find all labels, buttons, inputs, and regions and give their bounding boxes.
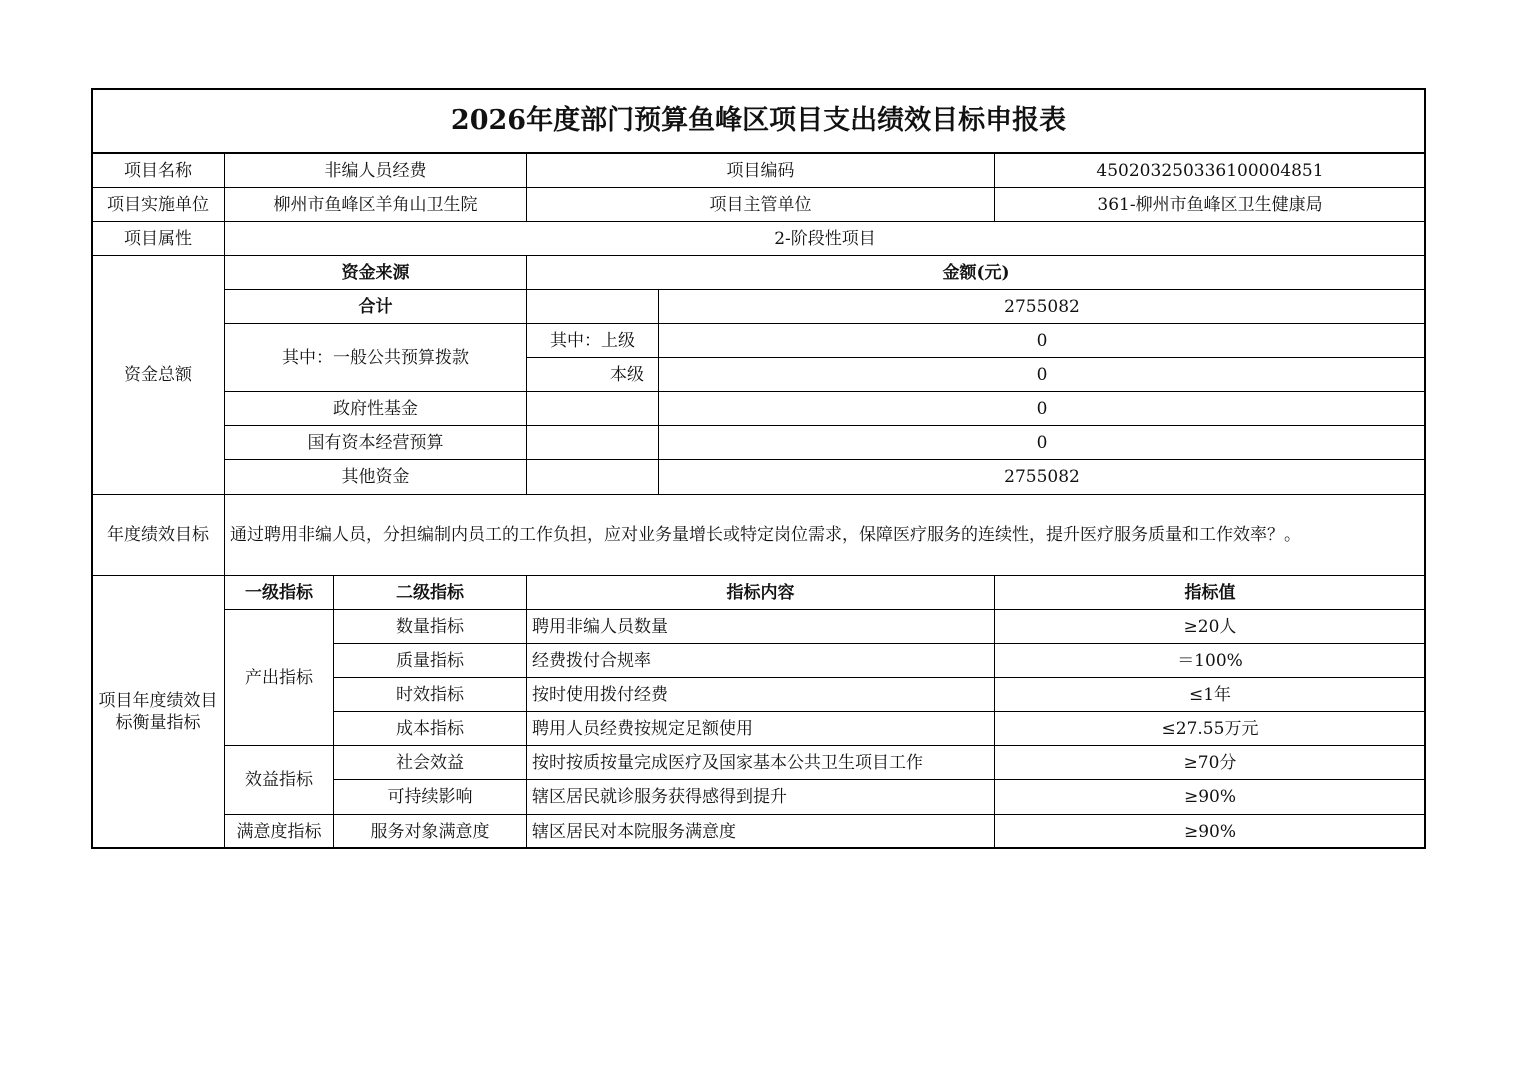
indicator-content: 辖区居民就诊服务获得感得到提升 [526,779,995,815]
output-indicator-group: 产出指标 [224,609,334,746]
indicator-level2: 时效指标 [333,677,527,712]
gov-fund-sub-empty [526,391,659,426]
indicator-content: 按时使用拨付经费 [526,677,995,712]
attribute-value: 2-阶段性项目 [224,221,1426,256]
local-level-value: 0 [658,357,1426,392]
state-capital-value: 0 [658,425,1426,460]
upper-level-value: 0 [658,323,1426,358]
indicator-content: 经费拨付合规率 [526,643,995,678]
content-header: 指标内容 [526,575,995,610]
state-capital-sub-empty [526,425,659,460]
indicator-content: 辖区居民对本院服务满意度 [526,814,995,849]
indicator-content: 按时按质按量完成医疗及国家基本公共卫生项目工作 [526,745,995,780]
indicator-value: ≤27.55万元 [994,711,1426,746]
indicator-value: ＝100% [994,643,1426,678]
annual-goal-label: 年度绩效目标 [91,494,225,576]
page-title: 2026年度部门预算鱼峰区项目支出绩效目标申报表 [91,88,1426,154]
gov-fund-value: 0 [658,391,1426,426]
benefit-indicator-group: 效益指标 [224,745,334,815]
project-name-label: 项目名称 [91,153,225,188]
gov-fund-label: 政府性基金 [224,391,527,426]
value-header: 指标值 [994,575,1426,610]
indicator-value: ≥90% [994,779,1426,815]
project-code-value: 450203250336100004851 [994,153,1426,188]
satisfaction-indicator-group: 满意度指标 [224,814,334,849]
indicator-value: ≥70分 [994,745,1426,780]
fund-source-header: 资金来源 [224,255,527,290]
annual-goal-text: 通过聘用非编人员，分担编制内员工的工作负担，应对业务量增长或特定岗位需求，保障医疗服务的连续性，提升医疗服务质量和工作效率？。 [224,494,1426,576]
attribute-label: 项目属性 [91,221,225,256]
project-name-value: 非编人员经费 [224,153,527,188]
indicator-value: ≥20人 [994,609,1426,644]
indicator-content: 聘用非编人员数量 [526,609,995,644]
indicator-level2: 成本指标 [333,711,527,746]
state-capital-label: 国有资本经营预算 [224,425,527,460]
fund-total-value: 2755082 [658,289,1426,324]
performance-target-form [91,88,1426,849]
supervisor-label: 项目主管单位 [526,187,995,222]
other-fund-sub-empty [526,459,659,495]
indicator-value: ≤1年 [994,677,1426,712]
other-fund-label: 其他资金 [224,459,527,495]
indicator-level2: 服务对象满意度 [333,814,527,849]
level1-header: 一级指标 [224,575,334,610]
project-code-label: 项目编码 [526,153,995,188]
indicator-content: 聘用人员经费按规定足额使用 [526,711,995,746]
indicator-level2: 社会效益 [333,745,527,780]
indicator-level2: 质量指标 [333,643,527,678]
impl-unit-label: 项目实施单位 [91,187,225,222]
local-level-label: 本级 [526,357,659,392]
indicator-value: ≥90% [994,814,1426,849]
supervisor-value: 361-柳州市鱼峰区卫生健康局 [994,187,1426,222]
other-fund-value: 2755082 [658,459,1426,495]
general-budget-label: 其中：一般公共预算拨款 [224,323,527,392]
indicator-section-label: 项目年度绩效目标衡量指标 [91,575,225,849]
level2-header: 二级指标 [333,575,527,610]
indicator-level2: 可持续影响 [333,779,527,815]
impl-unit-value: 柳州市鱼峰区羊角山卫生院 [224,187,527,222]
fund-total-row-label: 合计 [224,289,527,324]
indicator-level2: 数量指标 [333,609,527,644]
fund-total-label: 资金总额 [91,255,225,495]
fund-amount-header: 金额(元) [526,255,1426,290]
upper-level-label: 其中：上级 [526,323,659,358]
fund-total-sub-empty [526,289,659,324]
